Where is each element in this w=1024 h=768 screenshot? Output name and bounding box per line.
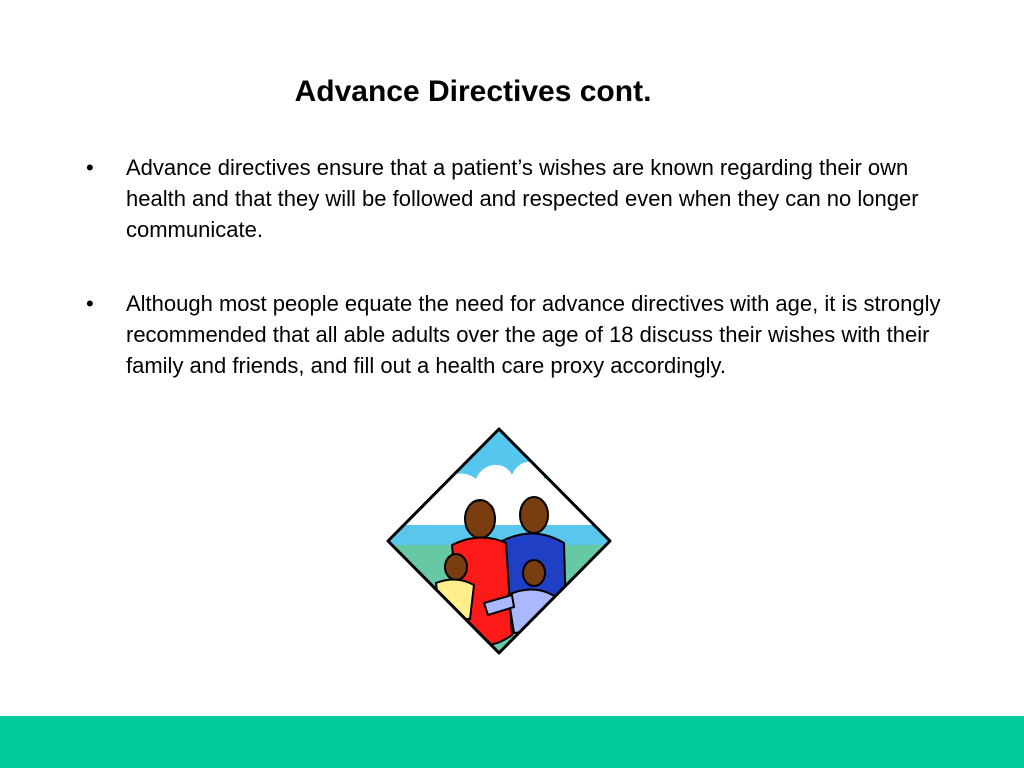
bullet-list <box>86 152 946 381</box>
slide-title: Advance Directives cont. <box>294 75 652 108</box>
bullet-text: Advance directives ensure that a patient’s wishes are known regarding their own health and that they will be followed and respected even when they can no longer communicate. <box>126 155 919 242</box>
bullet-text: Although most people equate the need for advance directives with age, it is strongly recommended that all able adults over the age of 18 discuss their wishes with their family and friends, and fill out a health care proxy accordingly. <box>126 291 941 378</box>
footer-bar <box>0 716 1024 768</box>
bullet-item <box>86 288 946 381</box>
family-portrait-icon <box>384 425 614 657</box>
bullet-item <box>86 152 946 245</box>
bullet-marker: • <box>86 155 94 180</box>
bullet-marker: • <box>86 291 94 316</box>
